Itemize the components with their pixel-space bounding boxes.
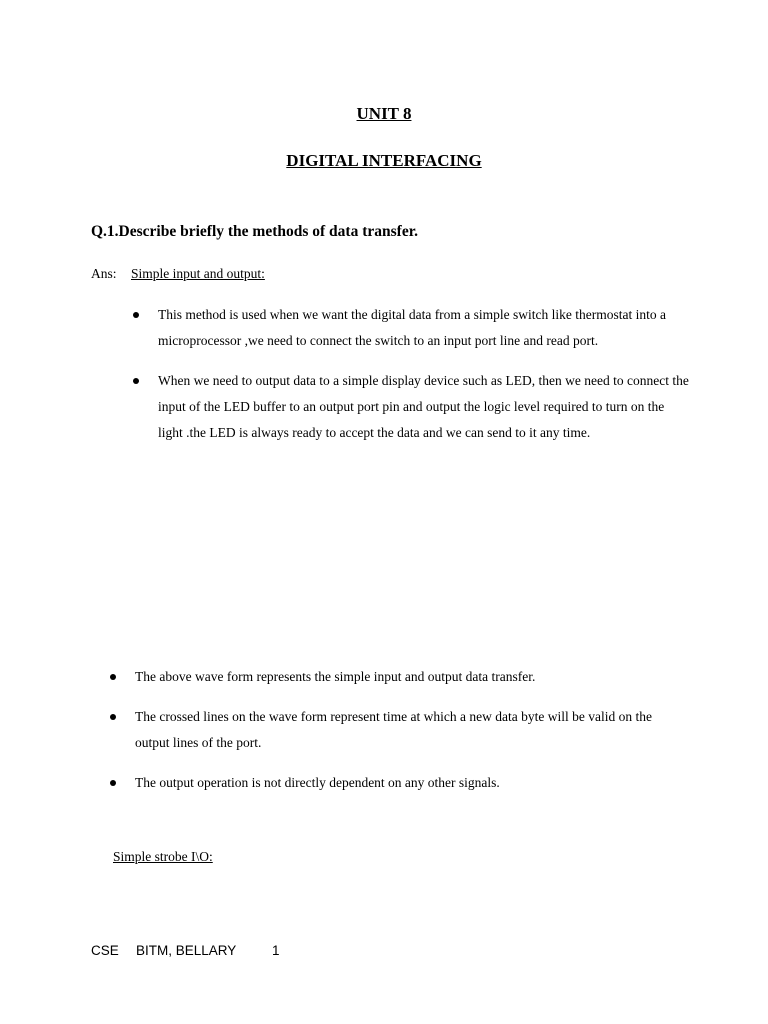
footer-page-number: 1 (272, 943, 280, 958)
footer-institution: BITM, BELLARY (136, 943, 237, 958)
bullet-icon (110, 780, 116, 786)
list-item (131, 302, 691, 354)
question-heading: Q.1.Describe briefly the methods of data transfer. (91, 223, 419, 240)
list-item (108, 770, 683, 796)
list-item-text: The crossed lines on the wave form represent time at which a new data byte will be valid on the output lines of the port. (135, 709, 652, 750)
page-footer (91, 943, 280, 958)
list-item (108, 664, 683, 690)
answer-line (91, 266, 265, 282)
chapter-title: DIGITAL INTERFACING (286, 151, 482, 170)
bullet-icon (110, 674, 116, 680)
footer-department: CSE (91, 943, 119, 958)
bullet-icon (133, 312, 139, 318)
sub-heading-strobe: Simple strobe I\O: (113, 849, 213, 864)
bullet-list-waveform (108, 664, 683, 810)
list-item-text: The above wave form represents the simple input and output data transfer. (135, 669, 536, 684)
bullet-icon (110, 714, 116, 720)
list-item (108, 704, 683, 756)
list-item-text: This method is used when we want the digital data from a simple switch like thermostat into a microprocessor ,we need to connect the switch to an input port line and read port. (158, 307, 667, 348)
bullet-list-methods (131, 302, 691, 460)
answer-label: Ans: (91, 266, 117, 281)
answer-heading: Simple input and output: (131, 266, 265, 281)
list-item-text: The output operation is not directly dependent on any other signals. (135, 775, 500, 790)
list-item (131, 368, 691, 446)
list-item-text: When we need to output data to a simple display device such as LED, then we need to connect the input of the LED buffer to an output port pin and output the logic level required to turn on the light .the LED is always ready to accept the data and we can send to it any time. (158, 373, 689, 440)
unit-title: UNIT 8 (356, 104, 412, 123)
bullet-icon (133, 378, 139, 384)
